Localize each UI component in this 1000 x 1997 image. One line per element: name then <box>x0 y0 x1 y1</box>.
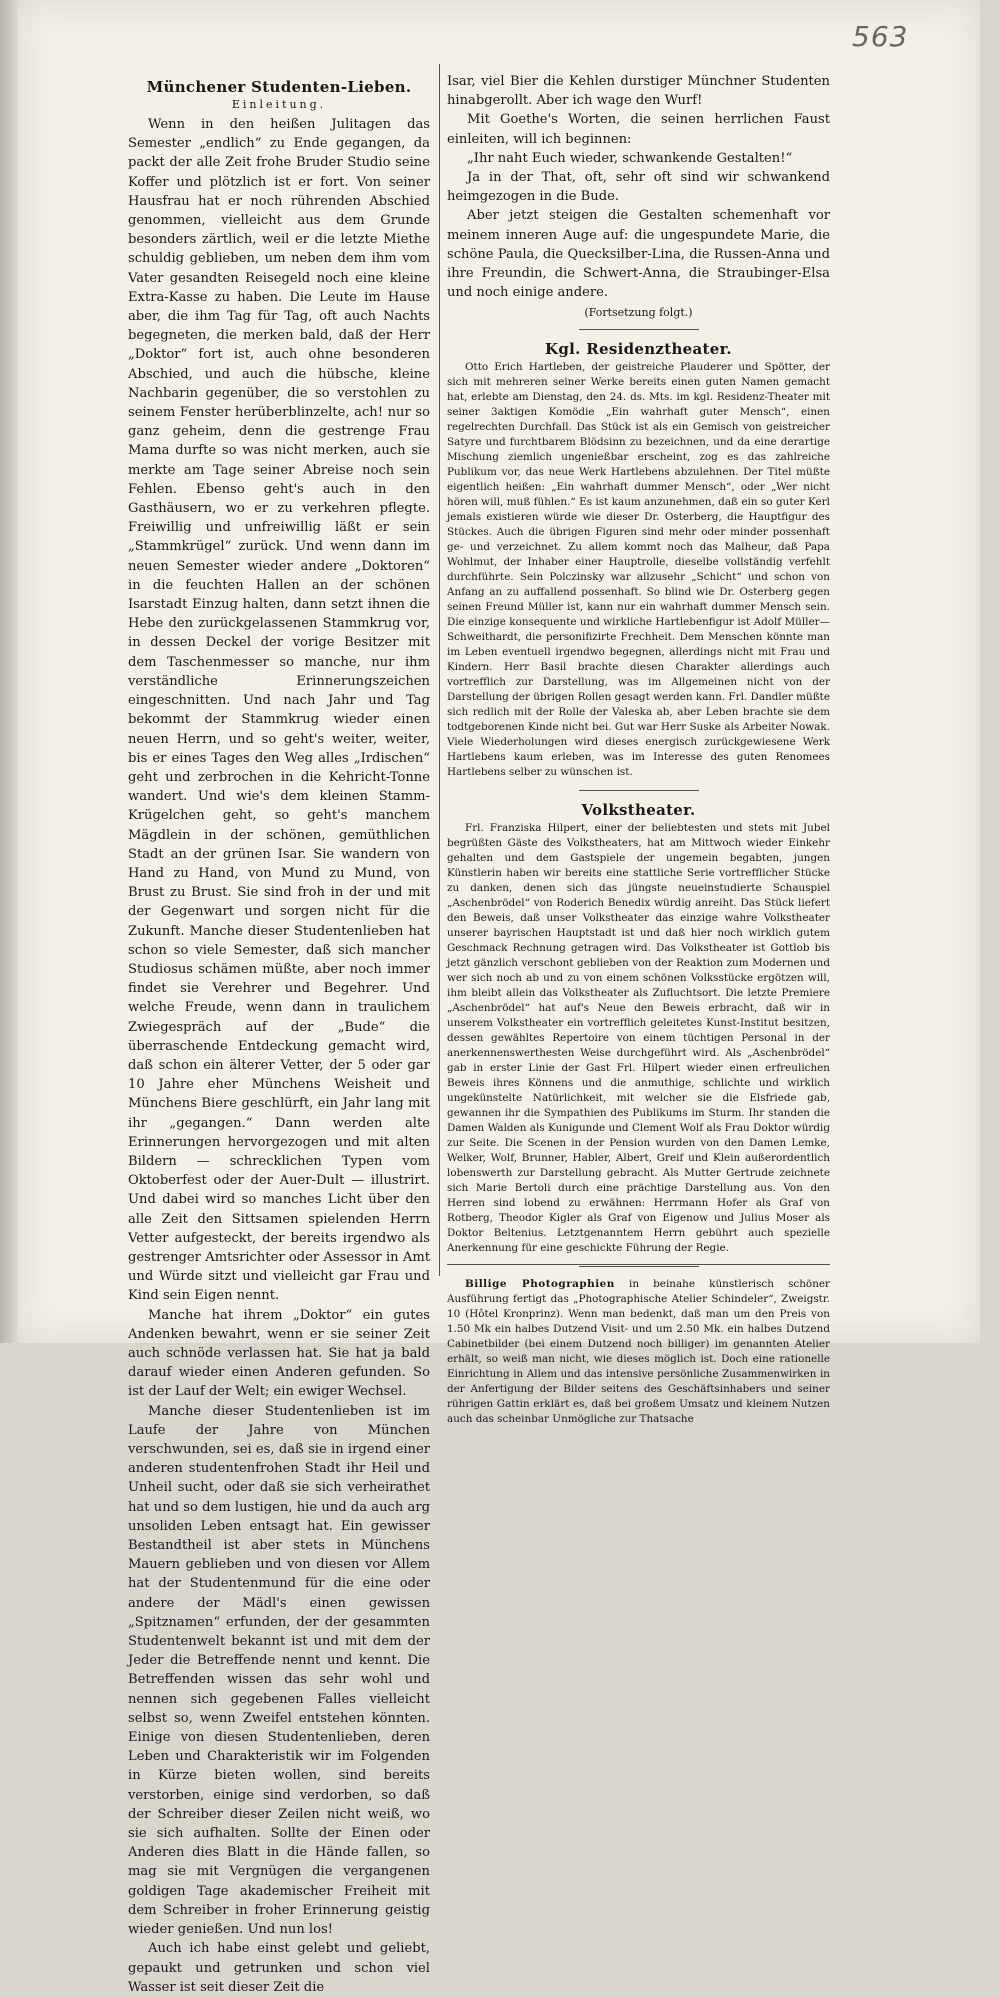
section-title-volkstheater: Volkstheater. <box>581 801 696 820</box>
paragraph: Manche dieser Studentenlieben ist im Laufe der Jahre von München verschwunden, sei es, daß sie in irgend einer anderen studentenfrohen Stadt ihr Heil und Unheil sucht, oder daß sie sich verheirathet hat und so dem lustigen, hie und da auch arg unsoliden Leben entsagt hat. Ein gewisser Bestandtheil ist aber stets in Münchens Mauern geblieben und von diesen vor Allem hat der Studentenmund für die eine oder andere der Mädl's einen gewissen „Spitznamen“ erfunden, der der gesammten Studentenwelt bekannt ist und mit dem der Jeder die Betreffende nennt und kennt. Die Betreffenden wissen das sehr wohl und nennen sich gegebenen Falles vielleicht selbst so, wenn Zweifel entstehen könnten. Einige von diesen Studentenlieben, deren Leben und Charakteristik wir im Folgenden in Kürze bieten wollen, sind bereits verstorben, einige sind verdorben, so daß der Schreiber dieser Zeilen nicht weiß, wo sie sich aufhalten. Sollte der Einen oder Anderen dies Blatt in die Hände fallen, so mag sie mit Vergnügen die vergangenen goldigen Tage akademischer Freiheit mit dem Schreiber in froher Erinnerung geistig wieder genießen. Und nun los! <box>128 1403 430 1938</box>
section-title-residenztheater: Kgl. Residenztheater. <box>545 340 732 359</box>
paragraph: Wenn in den heißen Julitagen das Semester „endlich“ zu Ende gegangen, da packt der alle Zeit frohe Bruder Studio seine Koffer und plötzlich ist er fort. Von seiner Hausfrau hat er noch rührenden Abschied genommen, vielleicht aus dem Grunde besonders zärtlich, weil er die letzte Miethe schuldig geblieben, um neben dem ihm vom Vater gesandten Reisegeld noch eine kleine Extra-Kasse zu haben. Die Leute im Hause aber, die ihm Tag für Tag, oft auch Nachts begegneten, die merken bald, daß der Herr „Doktor“ fort ist, auch ohne besonderen Abschied, und auch die hübsche, kleine Nachbarin gegenüber, die so verstohlen zu seinem Fenster herüberblinzelte, ach! nur so ganz geheim, denn die gestrenge Frau Mama durfte so was nicht merken, auch sie merkte am Tage seiner Abreise noch sein Fehlen. Ebenso geht's auch in den Gasthäusern, wo er zu verkehren pflegte. Freiwillig und unfreiwillig läßt er sein „Stammkrügel“ zurück. Und wenn dann im neuen Semester wieder andere „Doktoren“ in die feuchten Hallen an der schönen Isarstadt Einzug halten, dann setzt ihnen die Hebe den zurückgelassenen Stammkrug vor, in dessen Deckel der vorige Besitzer mit dem Taschenmesser so manche, nur ihm verständliche Erinnerungszeichen eingeschnitten. Und nach Jahr und Tag bekommt der Stammkrug wieder einen neuen Herrn, und so geht's weiter, weiter, bis er eines Tages den Weg alles „Irdischen“ geht und zerbrochen in die Kehricht-Tonne wandert. Und wie's dem kleinen Stamm-Krügelchen geht, so geht's manchem Mägdlein in der schönen, gemüthlichen Stadt an der grünen Isar. Sie wandern von Hand zu Hand, von Mund zu Mund, von Brust zu Brust. Sie sind froh in der und mit der Gegenwart und sorgen nicht für die Zukunft. Manche dieser Studentenlieben hat schon so viele Semester, daß sich mancher Studiosus schämen müßte, aber noch immer findet sie Verehrer und Begehrer. Und welche Freude, wenn dann in traulichem Zwiegespräch auf der „Bude“ die überraschende Entdeckung gemacht wird, daß schon ein älterer Vetter, der 5 oder gar 10 Jahre eher Münchens Weisheit und Münchens Biere geschlürft, ein Jahr lang mit ihr „gegangen.“ Dann werden alte Erinnerungen hervorgezogen und mit alten Bildern — schrecklichen Typen vom Oktoberfest oder der Auer-Dult — illustrirt. Und dabei wird so manches Licht über den alle Zeit den Sittsamen spielenden Herrn Vetter aufgesteckt, der bereits irgendwo als gestrenger Amtsrichter oder Assessor in Amt und Würde sitzt und vielleicht gar Frau und Kind sein Eigen nennt. <box>128 117 430 1304</box>
section-separator <box>579 1266 699 1267</box>
quote: „Ihr naht Euch wieder, schwankende Gestalten!“ <box>467 150 793 166</box>
section-separator <box>579 329 699 330</box>
article-title: Münchener Studenten-Lieben. <box>146 78 412 96</box>
paragraph: Auch ich habe einst gelebt und geliebt, gepaukt und getrunken und schon viel Wasser ist seit dieser Zeit die <box>128 1941 430 1995</box>
review-paragraph: Frl. Franziska Hilpert, einer der beliebtesten und stets mit Jubel begrüßten Gäste des Volkstheaters, hat am Mittwoch wieder Einkehr gehalten und dem Gastspiele der ungemein begabten, jungen Künstlerin haben wir bereits eine stattliche Serie vortrefflicher Stücke zu danken, denen sich das jüngste neueinstudierte Schauspiel „Aschenbrödel“ von Roderich Benedix würdig anreiht. Das Stück liefert den Beweis, daß unser Volkstheater das einzige wahre Volkstheater unserer bayrischen Hauptstadt ist und daß hier noch wirklich gutem Geschmack Rechnung getragen wird. Das Volkstheater ist Gottlob bis jetzt gänzlich verschont geblieben von der Reaktion zum Modernen und wer sich noch ab und zu von einem schönen Volksstücke ergötzen will, ihm bleibt allein das Volkstheater als Zufluchtsort. Die letzte Premiere „Aschenbrödel“ hat auf's Neue den Beweis erbracht, daß wir in unserem Volkstheater ein vortrefflich geleitetes Kunst-Institut besitzen, dessen gewähltes Repertoire von einem tüchtigen Personal in der anerkennenswerthesten Weise durchgeführt wird. Als „Aschenbrödel“ gab in erster Linie der Gast Frl. Hilpert wieder einen erfreulichen Beweis ihres Könnens und die anmuthige, schlichte und wirklich ungekünstelte Natürlichkeit, mit welcher sie die Elsfriede gab, gewannen ihr die Sympathien des Publikums im Sturm. Ihr standen die Damen Walden als Kunigunde und Clement Wolf als Frau Doktor würdig zur Seite. Die Scenen in der Pension wurden von den Damen Lemke, Welker, Wolf, Brunner, Habler, Albert, Greif und Klein außerordentlich lobenswerth zur Darstellung gebracht. Als Mutter Gertrude zeichnete sich Marie Bertoli durch eine prächtige Darstellung aus. Von den Herren sind lobend zu erwähnen: Herrmann Hofer als Graf von Rotberg, Theodor Kigler als Graf von Eigenow und Julius Moser als Doktor Beltenius. Letztgenanntem Herrn gebührt auch spezielle Anerkennung für eine geschickte Führung der Regie. <box>447 822 830 1255</box>
left-column <box>128 72 430 1997</box>
advertisement-text: in beinahe künstlerisch schöner Ausführung fertigt das „Photographische Atelier Schindeler“, Zweigstr. 10 (Hôtel Kronprinz). Wenn man bedenkt, daß man um den Preis von 1.50 Mk ein halbes Dutzend Visit- und um 2.50 Mk. ein halbes Dutzend Cabinetbilder (bei einem Dutzend noch billiger) im genannten Atelier erhält, so weiß man nicht, wie dieses möglich ist. Doch eine rationelle Einrichtung in Allem und das intensive persönliche Zusammenwirken in der Anfertigung der Bilder seitens des Geschäftsinhabers und seiner rührigen Gattin erklärt es, daß bei großem Umsatz und kleinem Nutzen auch das scheinbar Unmögliche zur Thatsache <box>447 1278 830 1426</box>
bottom-rule <box>447 1264 830 1265</box>
advertisement-lead: Billige Photographien <box>465 1278 615 1291</box>
section-separator <box>579 790 699 791</box>
handwritten-page-number: 563 <box>852 20 909 53</box>
paragraph: Ja in der That, oft, sehr oft sind wir schwankend heimgezogen in die Bude. <box>447 170 830 205</box>
paragraph: Aber jetzt steigen die Gestalten schemenhaft vor meinem inneren Auge auf: die ungespundete Marie, die schöne Paula, die Quecksilber-Lina, die Russen-Anna und ihre Freundin, die Schwert-Anna, die Straubinger-Elsa und noch einige andere. <box>447 208 830 301</box>
paragraph: Manche hat ihrem „Doktor“ ein gutes Andenken bewahrt, wenn er sie seiner Zeit auch schnöde verlassen hat. Sie hat ja bald darauf wieder einen Anderen gefunden. So ist der Lauf der Welt; ein ewiger Wechsel. <box>128 1307 430 1400</box>
paragraph: Isar, viel Bier die Kehlen durstiger Münchner Studenten hinabgerollt. Aber ich wage den Wurf! <box>447 74 830 109</box>
column-divider <box>439 64 440 1276</box>
review-paragraph: Otto Erich Hartleben, der geistreiche Plauderer und Spötter, der sich mit mehreren seiner Werke bereits einen guten Namen gemacht hat, erlebte am Dienstag, den 24. ds. Mts. im kgl. Residenz-Theater mit seiner 3aktigen Komödie „Ein wahrhaft guter Mensch“, einen regelrechten Durchfall. Das Stück ist als ein Gemisch von geistreicher Satyre und furchtbarem Blödsinn zu bezeichnen, und da eine derartige Mischung ziemlich ungenießbar erscheint, zog es das zahlreiche Publikum vor, das neue Werk Hartlebens abzulehnen. Der Titel müßte eigentlich heißen: „Ein wahrhaft dummer Mensch“, oder „Wer nicht hören will, muß fühlen.“ Es ist kaum anzunehmen, daß ein so guter Kerl jemals existieren würde wie dieser Dr. Osterberg, die Hauptfigur des Stückes. Auch die übrigen Figuren sind mehr oder minder possenhaft ge- und verzeichnet. Zu allem kommt noch das Malheur, daß Papa Wohlmut, der Inhaber einer Hauptrolle, dieselbe vollständig verfehlt durchführte. Sein Polczinsky war allzusehr „Schicht“ und schon von Anfang an zu auffallend possenhaft. So blind wie Dr. Osterberg gegen seinen Freund Müller ist, kann nur ein wahrhaft dummer Mensch sein. Die einzige konsequente und wirkliche Hartlebenfigur ist Adolf Müller—Schweithardt, die personifizirte Frechheit. Dem Menschen könnte man im Leben eventuell irgendwo begegnen, allerdings nicht mit Frau und Kindern. Herr Basil brachte diesen Charakter allerdings auch vortrefflich zur Darstellung, was im Allgemeinen nicht von der Darstellung der übrigen Rollen gesagt werden kann. Frl. Dandler müßte sich redlich mit der Rolle der Valeska ab, aber Leben brachte sie dem todtgeborenen Kinde nicht bei. Gut war Herr Suske als Arbeiter Nowak. Viele Wiederholungen wird dieses energisch zurückgewiesene Werk Hartlebens kaum erleben, was im Interesse des guten Renomees Hartlebens selber zu wünschen ist. <box>447 361 830 779</box>
advertisement-paragraph <box>447 1277 830 1427</box>
article-subtitle: Einleitung. <box>231 98 327 111</box>
paragraph: Mit Goethe's Worten, die seinen herrlichen Faust einleiten, will ich beginnen: <box>447 112 830 147</box>
to-be-continued-note: (Fortsetzung folgt.) <box>584 306 693 320</box>
scan-binding-edge <box>0 0 18 1343</box>
right-column <box>447 72 830 1427</box>
